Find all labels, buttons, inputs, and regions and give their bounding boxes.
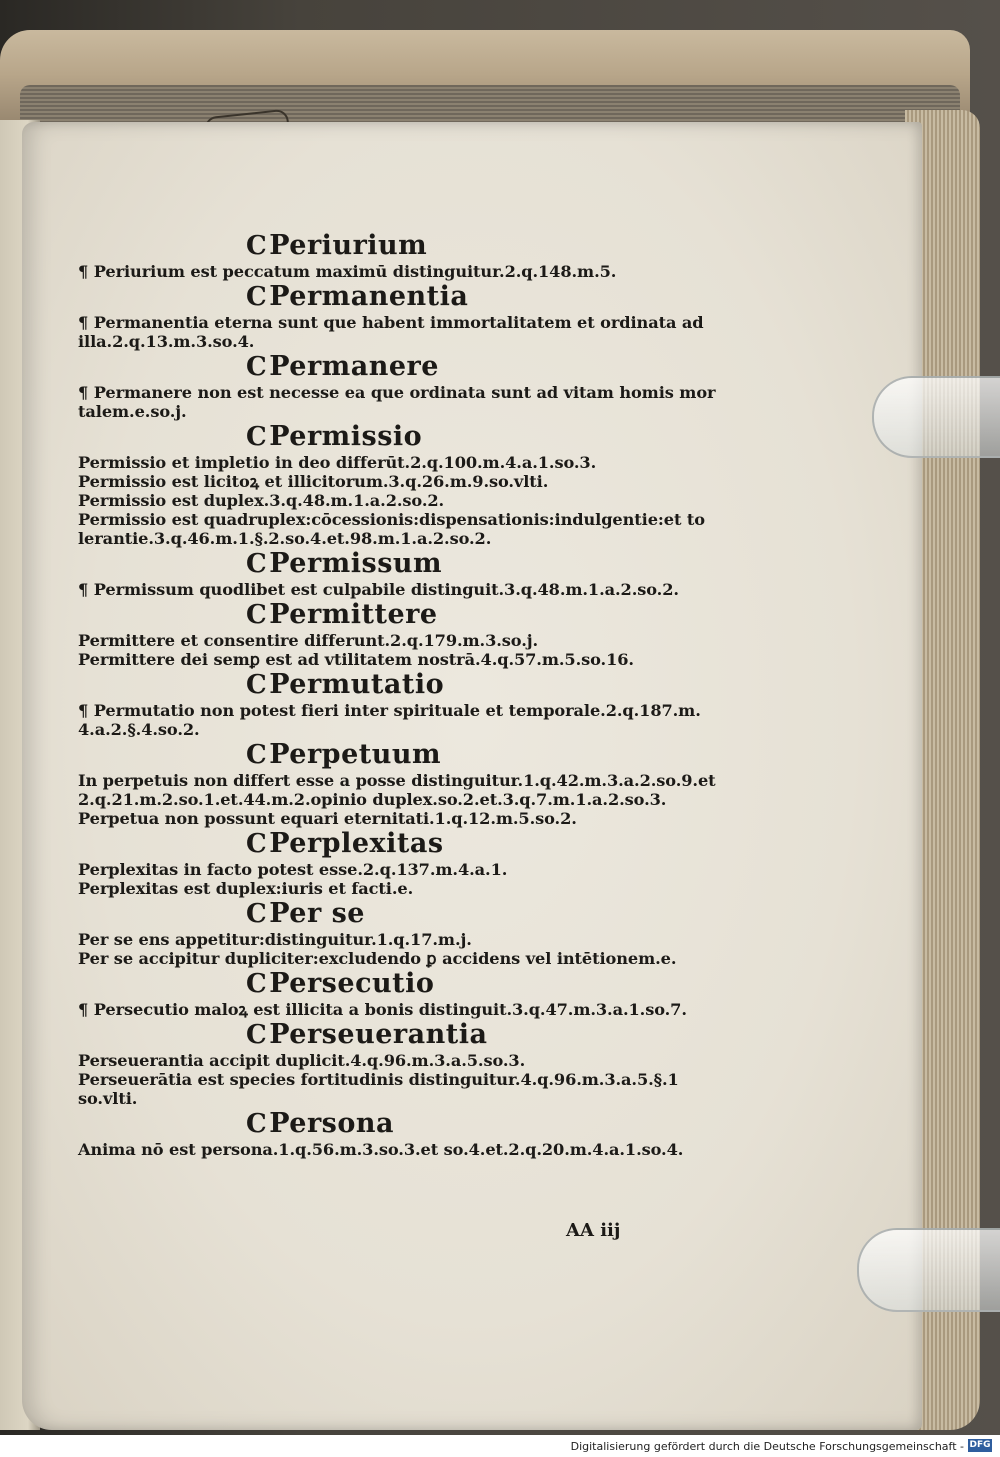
entry-line: ¶ Permissum quodlibet est culpabile distinguit.3.q.48.m.1.a.2.so.2. [78,580,679,599]
entry-line: Perseuerātia est species fortitudinis distinguitur.4.q.96.m.3.a.5.§.1 [78,1070,679,1089]
index-entry [78,739,716,828]
heading-word: Permanentia [269,281,469,312]
page-clip-top [872,376,1000,458]
entry-line: ¶ Persecutio maloꝝ est illicita a bonis distinguit.3.q.47.m.3.a.1.so.7. [78,1000,687,1019]
index-entry [78,351,716,421]
index-entry [78,669,708,739]
heading-word: Perseuerantia [269,1019,488,1050]
entry-line: 2.q.21.m.2.so.1.et.44.m.2.opinio duplex.so.2.et.3.q.7.m.1.a.2.so.3. [78,790,667,809]
index-entry [78,1019,708,1108]
entry-line: ¶ Permanere non est necesse ea que ordinata sunt ad vitam homis mor [78,383,716,402]
entry-heading [246,828,708,860]
entry-line: Anima nō est persona.1.q.56.m.3.so.3.et so.4.et.2.q.20.m.4.a.1.so.4. [78,1140,684,1159]
heading-word: Permissio [269,421,423,452]
paragraph-mark: C [246,231,268,261]
paragraph-mark: C [246,282,268,312]
page-clip-bottom [857,1228,1000,1312]
heading-word: Permanere [269,351,439,382]
paragraph-mark: C [246,549,268,579]
paragraph-mark: C [246,969,268,999]
entry-line: 4.a.2.§.4.so.2. [78,720,200,739]
entry-heading [246,281,708,313]
paragraph-mark: C [246,422,268,452]
paragraph-mark: C [246,740,268,770]
entry-heading [246,548,708,580]
dfg-logo: DFG [969,1440,991,1450]
entry-line: Per se accipitur dupliciter:excludendo ꝑ accidens vel intētionem.e. [78,949,677,968]
heading-word: Permissum [269,548,443,579]
signature-mark: AA iij [566,1220,621,1241]
entry-line: Permissio est duplex.3.q.48.m.1.a.2.so.2. [78,491,445,510]
index-entry [78,230,708,281]
index-entry [78,1108,708,1159]
entry-line: Per se ens appetitur:distinguitur.1.q.17.m.j. [78,930,472,949]
paragraph-mark: C [246,1109,268,1139]
entry-line: ¶ Periurium est peccatum maximū distinguitur.2.q.148.m.5. [78,262,617,281]
heading-word: Periurium [269,230,428,261]
index-entry [78,828,708,898]
index-entry [78,421,708,548]
heading-word: Per se [269,898,365,929]
entry-line: Perseuerantia accipit duplicit.4.q.96.m.3.a.5.so.3. [78,1051,526,1070]
entry-line: so.vlti. [78,1089,138,1108]
entry-line: ¶ Permanentia eterna sunt que habent immortalitatem et ordinata ad [78,313,704,332]
heading-word: Permittere [269,599,438,630]
paragraph-mark: C [246,600,268,630]
digitization-credit: Digitalisierung gefördert durch die Deutsche Forschungsgemeinschaft - [570,1440,964,1453]
entry-line: talem.e.so.j. [78,402,187,421]
entry-line: ¶ Permutatio non potest fieri inter spirituale et temporale.2.q.187.m. [78,701,701,720]
entry-heading [246,599,708,631]
paragraph-mark: C [246,352,268,382]
index-entry [78,968,708,1019]
index-entry [78,281,708,351]
index-column [78,230,716,1159]
entry-heading [246,669,708,701]
entry-heading [246,739,708,771]
entry-line: illa.2.q.13.m.3.so.4. [78,332,255,351]
heading-word: Permutatio [269,669,445,700]
entry-heading [246,351,708,383]
paragraph-mark: C [246,899,268,929]
entry-heading [246,1019,708,1051]
entry-heading [246,968,708,1000]
entry-line: lerantie.3.q.46.m.1.§.2.so.4.et.98.m.1.a.2.so.2. [78,529,492,548]
entry-line: In perpetuis non differt esse a posse distinguitur.1.q.42.m.3.a.2.so.9.et [78,771,716,790]
index-entry [78,548,708,599]
entry-line: Permittere et consentire differunt.2.q.179.m.3.so.j. [78,631,539,650]
entry-line: Perplexitas in facto potest esse.2.q.137.m.4.a.1. [78,860,508,879]
entry-line: Permissio et impletio in deo differūt.2.q.100.m.4.a.1.so.3. [78,453,597,472]
entry-line: Permissio est licitoꝝ et illicitorum.3.q.26.m.9.so.vlti. [78,472,549,491]
entry-line: Perplexitas est duplex:iuris et facti.e. [78,879,414,898]
entry-line: Perpetua non possunt equari eternitati.1.q.12.m.5.so.2. [78,809,577,828]
entry-heading [246,1108,708,1140]
entry-heading [246,230,708,262]
heading-word: Persona [269,1108,395,1139]
paragraph-mark: C [246,1020,268,1050]
entry-heading [246,898,708,930]
paragraph-mark: C [246,829,268,859]
heading-word: Perplexitas [269,828,444,859]
paragraph-mark: C [246,670,268,700]
index-entry [78,898,708,968]
heading-word: Perpetuum [269,739,442,770]
entry-line: Permittere dei semꝑ est ad vtilitatem nostrā.4.q.57.m.5.so.16. [78,650,634,669]
entry-line: Permissio est quadruplex:cōcessionis:dispensationis:indulgentie:et to [78,510,705,529]
heading-word: Persecutio [269,968,435,999]
index-entry [78,599,708,669]
entry-heading [246,421,708,453]
